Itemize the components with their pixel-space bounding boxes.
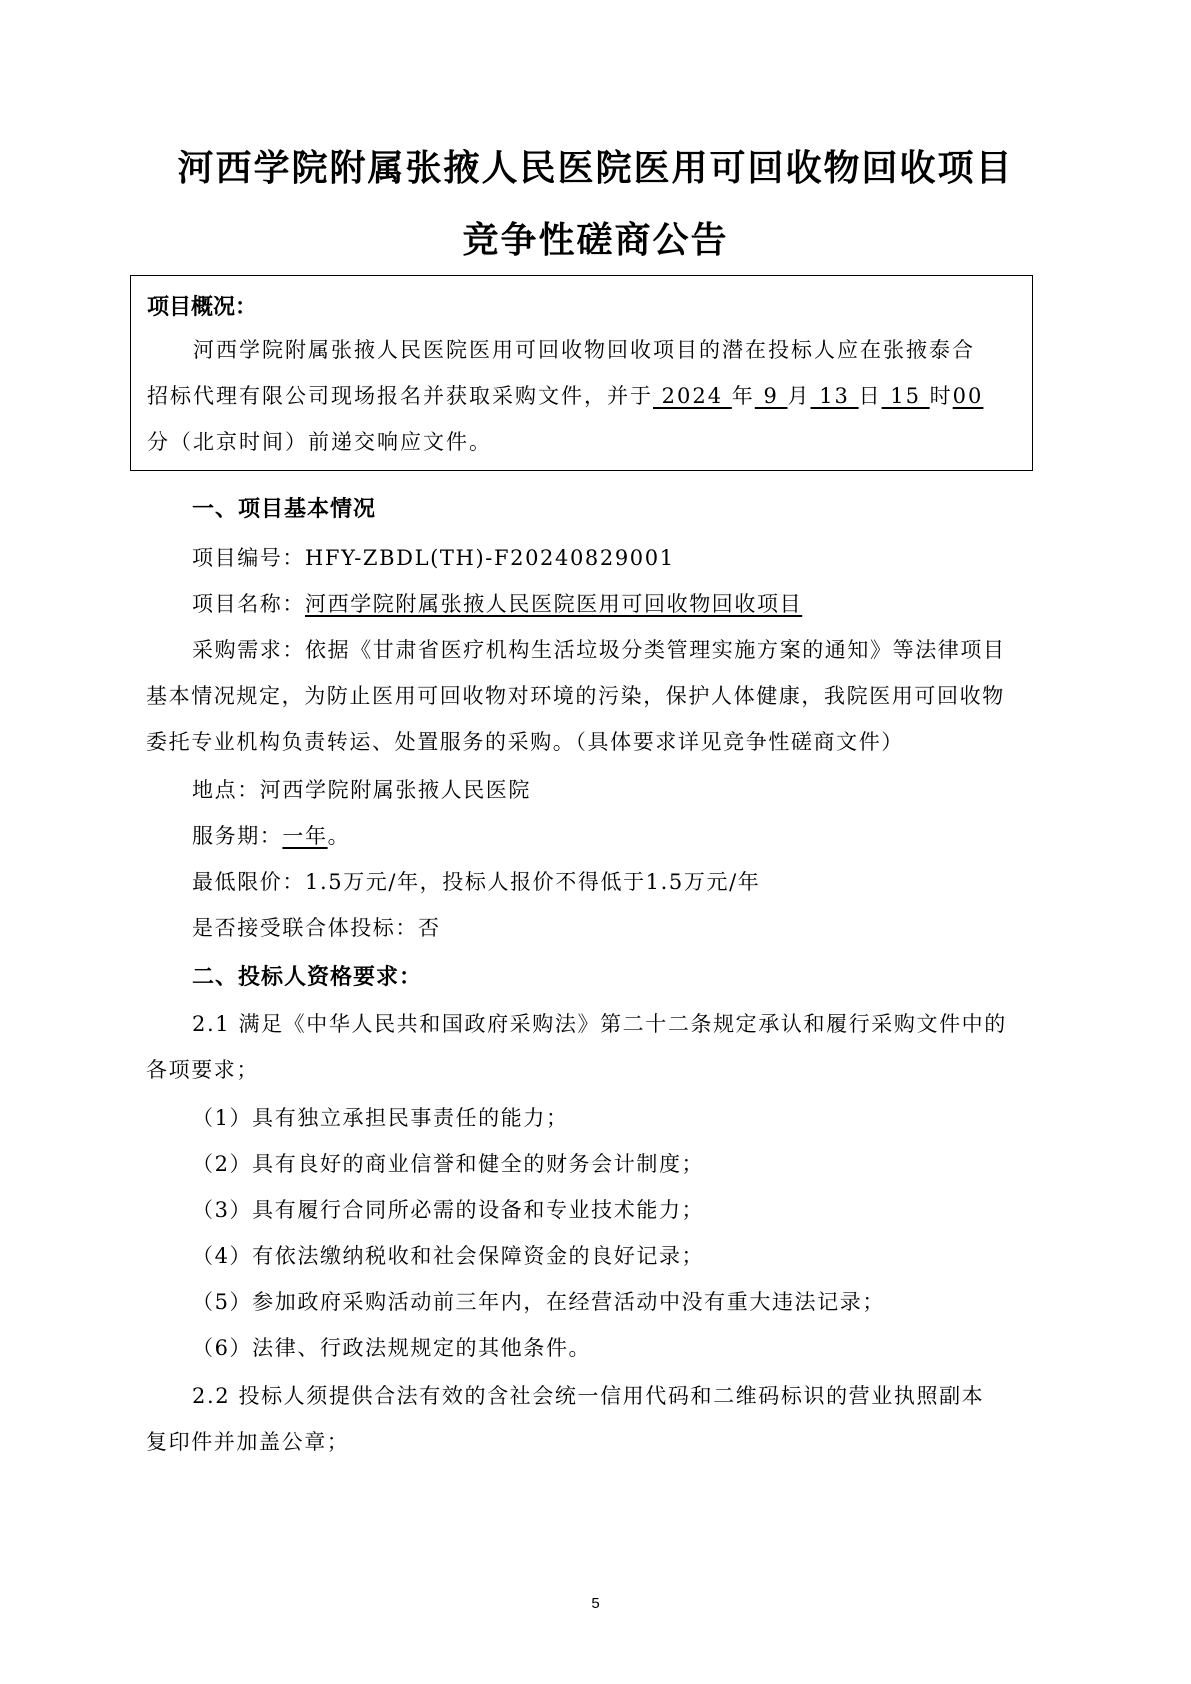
- requirement-2-2-line-2: 复印件并加盖公章；: [146, 1430, 350, 1454]
- service-period-label: 服务期：: [192, 824, 283, 848]
- project-name: [192, 588, 802, 618]
- requirement-item: （6）法律、行政法规规定的其他条件。: [192, 1336, 592, 1360]
- requirement-2-1-line-1: 2.1 满足《中华人民共和国政府采购法》第二十二条规定承认和履行采购文件中的: [192, 1012, 1007, 1036]
- deadline-hour-unit: 时: [929, 384, 953, 408]
- requirement-item: （4）有依法缴纳税收和社会保障资金的良好记录；: [192, 1244, 705, 1268]
- deadline-year-unit: 年: [731, 384, 755, 408]
- requirement-item: （3）具有履行合同所必需的设备和专业技术能力；: [192, 1198, 705, 1222]
- demand-line-1: 采购需求：依据《甘肃省医疗机构生活垃圾分类管理实施方案的通知》等法律项目: [192, 638, 1006, 662]
- project-code: [192, 542, 675, 572]
- deadline-month-unit: 月: [787, 384, 811, 408]
- document-title: 河西学院附属张掖人民医院医用可回收物回收项目: [177, 148, 1014, 189]
- project-name-label: 项目名称：: [192, 592, 305, 616]
- project-location: 地点：河西学院附属张掖人民医院: [192, 778, 531, 802]
- page-number: 5: [591, 1595, 600, 1612]
- section2-heading: 二、投标人资格要求：: [192, 965, 423, 990]
- service-period: [192, 820, 350, 850]
- project-code-label: 项目编号：: [192, 546, 305, 570]
- deadline-day-unit: 日: [858, 384, 882, 408]
- requirement-item: （5）参加政府采购活动前三年内，在经营活动中没有重大违法记录；: [192, 1290, 885, 1314]
- minimum-price: 最低限价：1.5万元/年，投标人报价不得低于1.5万元/年: [192, 870, 761, 894]
- demand-line-3: 委托专业机构负责转运、处置服务的采购。（具体要求详见竞争性磋商文件）: [146, 730, 904, 754]
- requirement-item: （1）具有独立承担民事责任的能力；: [192, 1106, 569, 1130]
- deadline-day: 13: [810, 384, 859, 408]
- overview-line-2-prefix: 招标代理有限公司现场报名并获取采购文件，并于: [147, 384, 653, 408]
- deadline-minute: 00: [952, 384, 984, 408]
- requirement-2-2-line-1: 2.2 投标人须提供合法有效的含社会统一信用代码和二维码标识的营业执照副本: [192, 1384, 985, 1408]
- deadline-month: 9: [754, 384, 788, 408]
- requirement-item: （2）具有良好的商业信誉和健全的财务会计制度；: [192, 1152, 705, 1176]
- requirement-2-1-line-2: 各项要求；: [146, 1058, 259, 1082]
- overview-box: [130, 275, 1033, 471]
- section1-heading: 一、项目基本情况: [192, 497, 377, 522]
- project-code-value: HFY-ZBDL(TH)-F20240829001: [305, 546, 675, 570]
- service-period-value: 一年: [282, 824, 328, 848]
- overview-line-3: 分（北京时间）前递交响应文件。: [147, 430, 492, 454]
- project-name-value: 河西学院附属张掖人民医院医用可回收物回收项目: [305, 592, 803, 616]
- demand-line-2: 基本情况规定，为防止医用可回收物对环境的污染，保护人体健康，我院医用可回收物: [146, 684, 1005, 708]
- deadline-year: 2024: [653, 384, 732, 408]
- consortium-accepted: 是否接受联合体投标：否: [192, 916, 441, 940]
- overview-line-2: [147, 380, 983, 410]
- overview-heading: 项目概况：: [147, 295, 258, 320]
- service-period-end: 。: [327, 824, 351, 848]
- deadline-hour: 15: [881, 384, 930, 408]
- overview-line-1: 河西学院附属张掖人民医院医用可回收物回收项目的潜在投标人应在张掖泰合: [193, 338, 975, 362]
- document-subtitle: 竞争性磋商公告: [462, 220, 729, 261]
